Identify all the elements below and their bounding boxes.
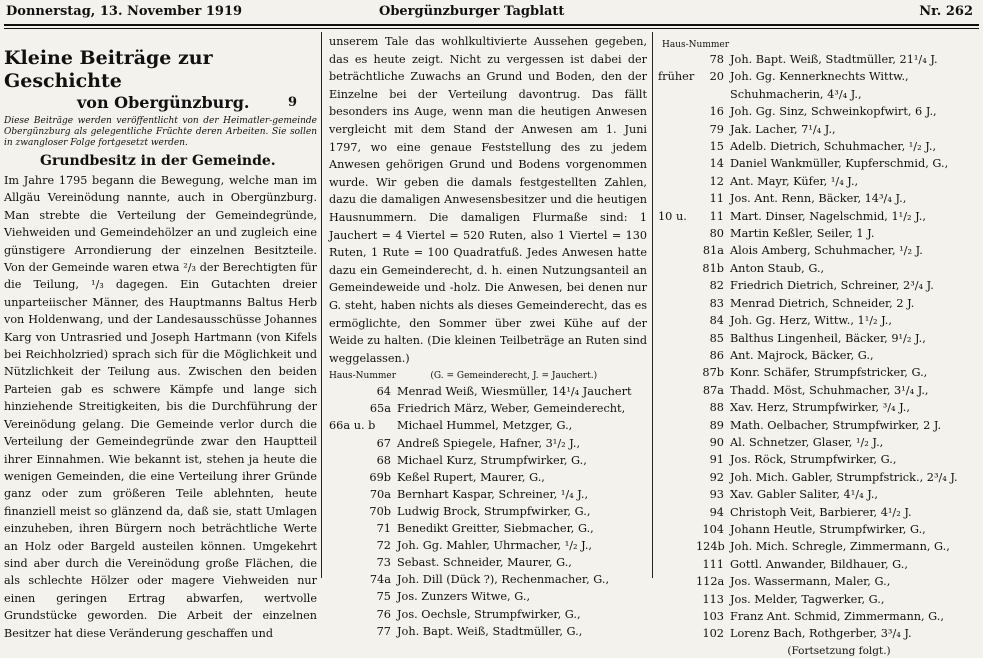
prefix	[329, 435, 363, 452]
house-number: 79	[709, 122, 724, 136]
owner-entry: Xav. Gabler Saliter, 4¹/₄ J.,	[730, 488, 879, 502]
house-number: 15	[709, 140, 724, 154]
list-item	[658, 417, 980, 434]
owner-entry: Martin Keßler, Seiler, 1 J.	[730, 227, 875, 241]
prefix	[658, 451, 696, 468]
prefix	[329, 588, 363, 605]
house-number: 111	[702, 557, 724, 571]
owner-entry: Jos. Zunzers Witwe, G.,	[397, 590, 531, 604]
prefix	[329, 623, 363, 640]
house-number: 70b	[369, 504, 391, 518]
house-number: 88	[709, 401, 724, 415]
owner-entry: Jos. Oechsle, Strumpfwirker, G.,	[397, 607, 581, 621]
owner-entry: Michael Kurz, Strumpfwirker, G.,	[397, 453, 587, 467]
house-number: 77	[376, 624, 391, 638]
house-number: 80	[709, 227, 724, 241]
list-item	[329, 554, 647, 571]
house-number: 73	[376, 556, 391, 570]
owner-entry: Jos. Ant. Renn, Bäcker, 14³/₄ J.,	[730, 192, 907, 206]
house-number: 64	[376, 385, 391, 399]
owner-entry: Ant. Majrock, Bäcker, G.,	[730, 348, 874, 362]
owner-entry: Menrad Dietrich, Schneider, 2 J.	[730, 296, 915, 310]
list-item	[658, 225, 980, 242]
prefix	[329, 503, 363, 520]
prefix	[658, 538, 696, 555]
prefix	[658, 608, 696, 625]
article-title: Kleine Beiträge zur Geschichte	[4, 47, 213, 92]
list-item	[329, 623, 647, 640]
house-number: 92	[709, 470, 724, 484]
list-item	[658, 68, 980, 85]
list-item	[658, 364, 980, 381]
house-number: 14	[709, 157, 724, 171]
list-item	[329, 503, 647, 520]
house-number: 74a	[369, 573, 391, 587]
header-rule	[4, 24, 979, 26]
house-number: 67	[376, 436, 391, 450]
owner-entry: Friedrich Dietrich, Schreiner, 2³/₄ J.	[730, 279, 934, 293]
house-number: 69b	[369, 470, 391, 484]
prefix	[658, 173, 696, 190]
owner-list	[329, 383, 647, 639]
owner-entry: Anton Staub, G.,	[730, 261, 825, 275]
prefix	[658, 382, 696, 399]
prefix: 66a u. b	[329, 419, 376, 433]
house-number: 87a	[702, 383, 724, 397]
owner-entry: Thadd. Möst, Schuhmacher, 3¹/₄ J.,	[730, 383, 929, 397]
prefix	[329, 383, 363, 400]
list-legend	[329, 369, 647, 383]
house-number: 11	[709, 192, 724, 206]
list-item	[329, 486, 647, 503]
house-number: 76	[376, 607, 391, 621]
owner-entry: Joh. Mich. Schregle, Zimmermann, G.,	[730, 540, 950, 554]
list-item	[658, 295, 980, 312]
article-subtitle	[4, 93, 317, 113]
legend-abbreviations: (G. = Gemeinderecht, J. = Jauchert.)	[430, 371, 598, 382]
owner-entry: Keßel Rupert, Maurer, G.,	[397, 470, 545, 484]
list-item	[658, 347, 980, 364]
prefix	[658, 312, 696, 329]
owner-entry: Ludwig Brock, Strumpfwirker, G.,	[397, 504, 591, 518]
list-item	[658, 504, 980, 521]
owner-entry: Alois Amberg, Schuhmacher, ¹/₂ J.	[730, 244, 923, 258]
house-number: 70a	[369, 487, 391, 501]
list-item	[658, 382, 980, 399]
house-number: 75	[376, 590, 391, 604]
house-number: 12	[709, 174, 724, 188]
prefix	[329, 520, 363, 537]
house-number: 103	[702, 610, 724, 623]
header-date: Donnerstag, 13. November 1919	[6, 4, 243, 19]
prefix	[658, 277, 696, 294]
prefix	[658, 573, 696, 590]
column-3	[658, 33, 980, 657]
list-item	[658, 121, 980, 138]
house-number: 124b	[696, 540, 725, 554]
owner-entry: Jos. Röck, Strumpfwirker, G.,	[730, 453, 897, 467]
owner-entry: Joh. Gg. Kennerknechts Wittw.,	[730, 70, 909, 84]
legend-house-number: Haus-Nummer	[662, 40, 730, 50]
prefix	[658, 190, 696, 207]
owner-entry: Joh. Bapt. Weiß, Stadtmüller, 21¹/₄ J.	[730, 53, 938, 66]
list-item	[658, 51, 980, 68]
issue-number: Nr. 262	[919, 4, 973, 19]
house-number: 65a	[369, 402, 391, 416]
owner-entry: Joh. Gg. Mahler, Uhrmacher, ¹/₂ J.,	[397, 539, 593, 553]
prefix	[658, 556, 696, 573]
house-number: 20	[709, 70, 724, 84]
list-item	[658, 277, 980, 294]
house-number: 84	[709, 314, 724, 328]
house-number	[696, 86, 730, 103]
house-number: 11	[709, 209, 724, 223]
legend-house-number: Haus-Nummer	[329, 371, 397, 382]
house-number: 94	[709, 505, 724, 519]
prefix	[658, 417, 696, 434]
prefix	[329, 606, 363, 623]
owner-entry: Math. Oelbacher, Strumpfwirker, 2 J.	[730, 418, 942, 432]
owner-entry: Ant. Mayr, Küfer, ¹/₄ J.,	[730, 174, 859, 188]
prefix	[658, 486, 696, 503]
house-number: 90	[709, 435, 724, 449]
owner-entry: Menrad Weiß, Wiesmüller, 14¹/₄ Jauchert	[397, 385, 632, 399]
prefix	[658, 521, 696, 538]
owner-entry: Andreß Spiegele, Hafner, 3¹/₂ J.,	[397, 436, 581, 450]
list-item	[329, 435, 647, 452]
owner-entry: Joh. Bapt. Weiß, Stadtmüller, G.,	[397, 624, 583, 638]
list-item	[658, 538, 980, 555]
owner-entry: Balthus Lingenheil, Bäcker, 9¹/₂ J.,	[730, 331, 926, 345]
list-item	[658, 573, 980, 590]
list-item	[658, 312, 980, 329]
prefix	[658, 434, 696, 451]
prefix	[658, 86, 696, 103]
owner-entry: Jos. Melder, Tagwerker, G.,	[730, 592, 885, 606]
house-number: 68	[376, 453, 391, 467]
owner-entry: Joh. Mich. Gabler, Strumpfstrick., 2³/₄ J.	[730, 470, 958, 484]
prefix	[329, 400, 363, 417]
prefix	[658, 155, 696, 172]
newspaper-title: Obergünzburger Tagblatt	[379, 4, 565, 19]
house-number: 82	[709, 279, 724, 293]
house-number: 83	[709, 296, 724, 310]
house-number: 72	[376, 539, 391, 553]
list-item	[329, 383, 647, 400]
section-heading: Grundbesitz in der Gemeinde.	[40, 153, 276, 169]
house-number: 81b	[702, 261, 724, 275]
house-number: 93	[709, 488, 724, 502]
prefix	[658, 330, 696, 347]
prefix	[329, 452, 363, 469]
owner-entry: Joh. Dill (Dück ?), Rechenmacher, G.,	[397, 573, 610, 587]
list-item	[329, 452, 647, 469]
list-item	[329, 571, 647, 588]
list-item	[658, 625, 980, 642]
owner-entry: Konr. Schäfer, Strumpfstricker, G.,	[730, 366, 928, 380]
house-number	[363, 417, 397, 434]
prefix	[658, 591, 696, 608]
prefix	[658, 242, 696, 259]
list-item	[658, 173, 980, 190]
list-item	[658, 399, 980, 416]
house-number: 87b	[702, 366, 724, 380]
house-number: 78	[709, 53, 724, 66]
prefix	[658, 121, 696, 138]
house-number: 16	[709, 105, 724, 119]
owner-entry: Franz Ant. Schmid, Zimmermann, G.,	[730, 610, 944, 623]
list-item	[658, 242, 980, 259]
article-part-number: 9	[287, 95, 297, 110]
column-divider	[321, 32, 322, 578]
prefix	[658, 138, 696, 155]
list-item	[329, 469, 647, 486]
list-item	[658, 330, 980, 347]
list-item	[658, 190, 980, 207]
prefix	[658, 295, 696, 312]
list-item	[658, 208, 980, 225]
house-number: 91	[709, 453, 724, 467]
list-item	[329, 520, 647, 537]
list-item	[329, 400, 647, 417]
list-item	[658, 260, 980, 277]
list-item	[329, 417, 647, 434]
list-item	[658, 138, 980, 155]
prefix	[658, 103, 696, 120]
owner-entry: Bernhart Kaspar, Schreiner, ¹/₄ J.,	[397, 487, 589, 501]
article-subtitle-text: von Obergünzburg.	[77, 93, 250, 112]
list-item	[658, 103, 980, 120]
owner-entry: Joh. Gg. Herz, Wittw., 1¹/₂ J.,	[730, 314, 892, 328]
list-item	[658, 86, 980, 103]
prefix	[658, 364, 696, 381]
owner-entry: Johann Heutle, Strumpfwirker, G.,	[730, 522, 926, 536]
prefix: 10 u.	[658, 209, 687, 223]
list-item	[329, 588, 647, 605]
house-number: 113	[702, 592, 724, 606]
column-1	[4, 33, 317, 640]
prefix	[329, 571, 363, 588]
owner-entry: Joh. Gg. Sinz, Schweinkopfwirt, 6 J.,	[730, 105, 937, 119]
header-rule-thin	[4, 28, 979, 29]
owner-entry: Benedikt Greitter, Siebmacher, G.,	[397, 522, 594, 536]
house-number: 81a	[702, 244, 724, 258]
list-item	[658, 591, 980, 608]
house-number: 86	[709, 348, 724, 362]
owner-entry: Michael Hummel, Metzger, G.,	[397, 419, 573, 433]
list-item	[658, 155, 980, 172]
column-divider	[652, 32, 653, 578]
prefix	[329, 537, 363, 554]
body-text: Im Jahre 1795 begann die Bewegung, welche man im Allgäu Vereinödung nannte, auch in Obergünzburg. Man strebte die Verteilung der Gemeindegründe, Viehweiden und Gemeindehölzer an und zugleich eine günstigere Arrondierung der einzelnen Besitzteile. Von der Gemeinde waren etwa ²/₃ der Berechtigten für die Teilung, ¹/₃ dagegen. Ein Gutachten dreier unparteiischer Männer, des Hauptmanns Baltus Herb von Holdenwang, und der Landesausschüsse Johannes Karg von Untrasried und Joseph Hartmann (von Kifels bei Reichholzried) sprach sich für die Möglichkeit und Nützlichkeit der Teilung aus. Zwischen den beiden Parteien gab es schwere Kämpfe und lange sich hinziehende Streitigkeiten, bis die Durchführung der Vereinödung gelang. Die Gemeinde verlor durch die Verteilung der Gemeindegründe zwar den Hauptteil ihrer Einnahmen. Wie bekannt ist, stehen ja heute die wenigen Gemeinden, die eine Verteilung ihrer Gründe ganz oder zum größeren Teile ablehnten, heute finanziell meist so glänzend da, daß sie, statt Umlagen einzuheben, ihren Bürgern noch beträchtliche Werte an Holz oder Bargeld austeilen können. Umgekehrt sind aber durch die Vereinödung große Flächen, die als schlechte Hölzer oder magere Viehweiden nur einen geringen Ertrag abwarfen, wertvolle Grundstücke geworden. Die Arbeit der einzelnen Besitzer hat diese Veränderung geschaffen und	[4, 174, 317, 640]
owner-entry: Christoph Veit, Barbierer, 4¹/₂ J.	[730, 505, 912, 519]
owner-entry: Gottl. Anwander, Bildhauer, G.,	[730, 557, 908, 571]
prefix	[658, 225, 696, 242]
prefix	[658, 469, 696, 486]
owner-entry: Schuhmacherin, 4³/₄ J.,	[730, 87, 862, 101]
owner-entry: Jak. Lacher, 7¹/₄ J.,	[730, 122, 836, 136]
prefix	[658, 347, 696, 364]
prefix	[329, 554, 363, 571]
list-item	[658, 486, 980, 503]
prefix	[658, 625, 696, 642]
owner-entry: Friedrich März, Weber, Gemeinderecht,	[397, 402, 626, 416]
page-header	[4, 4, 979, 22]
continuation-note: (Fortsetzung folgt.)	[787, 644, 891, 657]
prefix	[658, 260, 696, 277]
prefix	[329, 469, 363, 486]
list-item	[658, 434, 980, 451]
list-item	[658, 451, 980, 468]
column-2	[329, 33, 647, 638]
list-item	[329, 606, 647, 623]
owner-entry: Lorenz Bach, Rothgerber, 3³/₄ J.	[730, 627, 912, 641]
prefix: früher	[658, 70, 695, 84]
house-number: 112a	[696, 575, 725, 589]
owner-entry: Mart. Dinser, Nagelschmid, 1¹/₂ J.,	[730, 209, 926, 223]
owner-list	[658, 51, 980, 643]
list-item	[658, 556, 980, 573]
prefix	[658, 504, 696, 521]
house-number: 89	[709, 418, 724, 432]
prefix	[329, 486, 363, 503]
body-text: unserem Tale das wohlkultivierte Aussehen gegeben, das es heute zeigt. Nicht zu vergessen ist dabei der beträchtliche Zuwachs an Grund und Boden, den der Einzelne bei der Verteilung davontrug. Das fällt besonders ins Auge, wenn man die heutigen Anwesen vergleicht mit dem Stand der Anwesen am 1. Juni 1797, wo eine genaue Feststellung des zu jedem Anwesen gehörigen Grund und Bodens vorgenommen wurde. Wir geben die damals festgestellten Zahlen, dazu die damaligen Anwesensbesitzer und die heutigen Hausnummern. Die damaligen Flurmaße sind: 1 Jauchert = 4 Viertel = 520 Ruten, also 1 Viertel = 130 Ruten, 1 Rute = 100 Quadratfuß. Jedes Anwesen hatte dazu ein Gemeinderecht, d. h. einen Nutzungsanteil an Gemeindeweide und -holz. Die Anwesen, bei denen nur G. steht, haben nichts als dieses Gemeinderecht, das es ermöglichte, den Sommer über zwei Kühe auf der Weide zu halten. (Die kleinen Teilbeträge an Ruten sind weggelassen.)	[329, 35, 647, 365]
list-item	[658, 469, 980, 486]
owner-entry: Adelb. Dietrich, Schuhmacher, ¹/₂ J.,	[730, 140, 937, 154]
prefix	[658, 51, 696, 68]
article-intro: Diese Beiträge werden veröffentlicht von der Heimatler-gemeinde Obergünzburg als gelegentliche Früchte deren Arbeiten. Sie sollen in zwangloser Folge fortgesetzt werden.	[4, 116, 317, 148]
owner-entry: Xav. Herz, Strumpfwirker, ³/₄ J.,	[730, 401, 910, 415]
house-number: 104	[702, 522, 724, 536]
house-number: 102	[702, 627, 724, 641]
house-number: 85	[709, 331, 724, 345]
owner-entry: Al. Schnetzer, Glaser, ¹/₂ J.,	[730, 435, 884, 449]
owner-entry: Daniel Wankmüller, Kupferschmid, G.,	[730, 157, 949, 171]
list-item	[329, 537, 647, 554]
owner-entry: Sebast. Schneider, Maurer, G.,	[397, 556, 572, 570]
prefix	[658, 399, 696, 416]
list-item	[658, 521, 980, 538]
owner-entry: Jos. Wassermann, Maler, G.,	[730, 575, 891, 589]
list-item	[658, 608, 980, 625]
house-number: 71	[376, 522, 391, 536]
